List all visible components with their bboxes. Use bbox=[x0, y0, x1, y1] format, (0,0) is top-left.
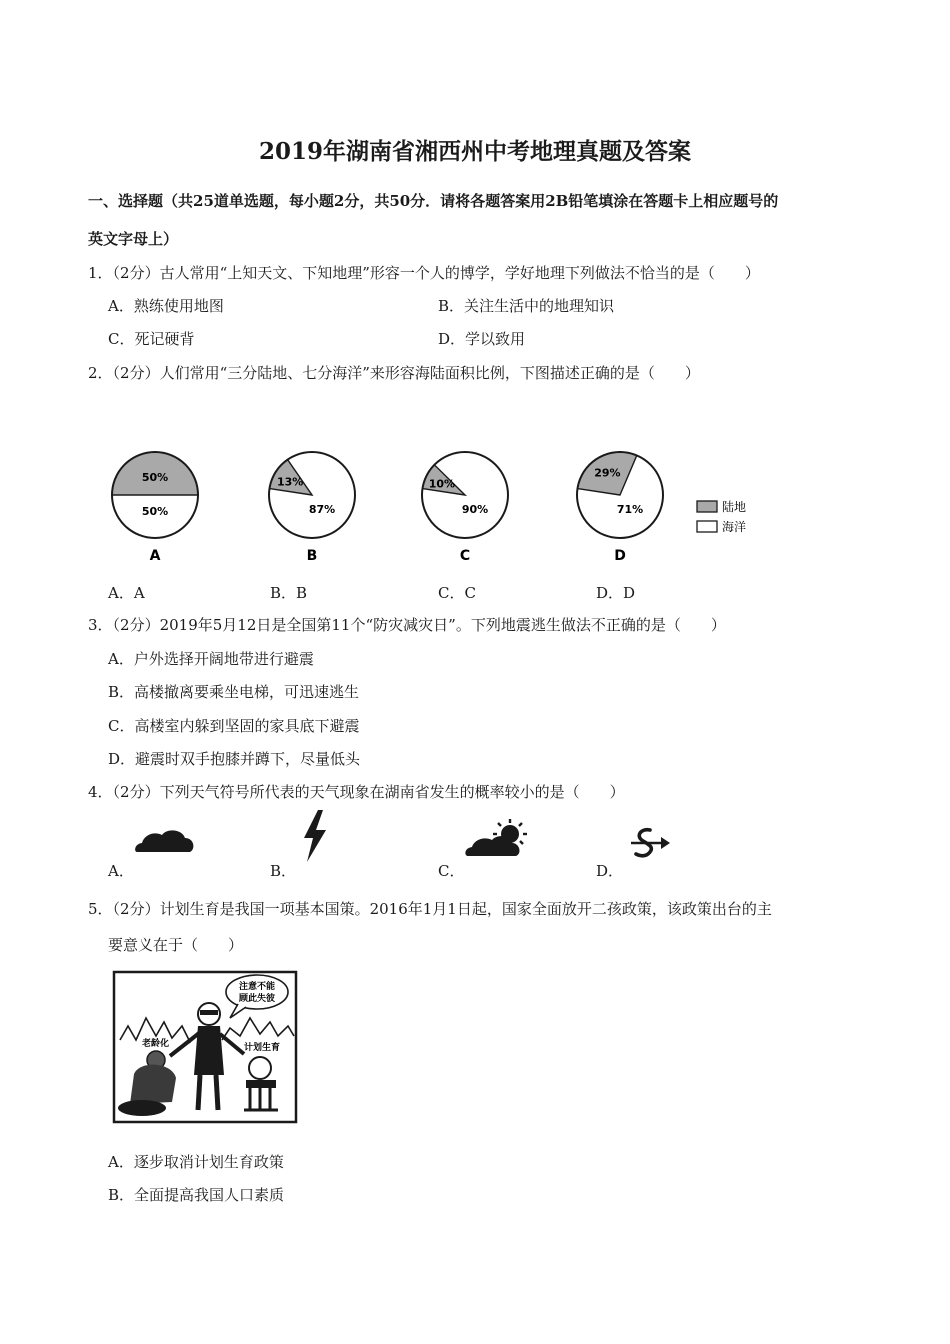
pie-c-land-label: 10% bbox=[428, 477, 456, 491]
question-3-option-a[interactable]: A．户外选择开阔地带进行避震 bbox=[108, 650, 314, 668]
pie-d-ocean-label: 71% bbox=[616, 503, 644, 516]
pie-b-ocean-label: 87% bbox=[308, 503, 336, 516]
question-1-stem: 1．（2分）古人常用“上知天文、下知地理”形容一个人的博学，学好地理下列做法不恰当的是（ ） bbox=[88, 264, 760, 282]
document-title: 2019年湖南省湘西州中考地理真题及答案 bbox=[258, 138, 691, 165]
question-4-option-b[interactable]: B． bbox=[270, 862, 297, 880]
question-1-option-d[interactable]: D．学以致用 bbox=[438, 330, 526, 348]
pie-c-ocean-label: 90% bbox=[461, 503, 489, 516]
land-ocean-pie-charts bbox=[100, 440, 780, 565]
sandstorm-weather-icon bbox=[628, 826, 672, 860]
pie-d-caption: D bbox=[614, 548, 626, 564]
question-1-option-c[interactable]: C．死记硬背 bbox=[108, 330, 195, 348]
pie-c-caption: C bbox=[459, 548, 471, 564]
section-heading-line2: 英文字母上） bbox=[88, 230, 179, 248]
question-4-option-d[interactable]: D． bbox=[596, 862, 624, 880]
legend-ocean-swatch bbox=[697, 521, 717, 532]
pie-d-land-label: 29% bbox=[594, 466, 621, 480]
cartoon-bubble-line2: 顾此失彼 bbox=[238, 994, 276, 1004]
question-3-option-d[interactable]: D．避震时双手抱膝并蹲下，尽量低头 bbox=[108, 750, 361, 768]
question-2-option-d[interactable]: D．D bbox=[596, 584, 636, 602]
cartoon-left-label: 老龄化 bbox=[142, 1039, 170, 1049]
pie-a-caption: A bbox=[149, 548, 161, 564]
pie-b-caption: B bbox=[306, 548, 318, 564]
section-heading-line1: 一、选择题（共25道单选题，每小题2分，共50分．请将各题答案用2B铅笔填涂在答题卡上相应题号的 bbox=[88, 192, 779, 210]
pie-chart-d bbox=[577, 452, 663, 564]
legend-land-swatch bbox=[697, 501, 717, 512]
question-2-stem: 2．（2分）人们常用“三分陆地、七分海洋”来形容海陆面积比例，下图描述正确的是（ ） bbox=[88, 364, 700, 382]
pie-chart-c bbox=[422, 452, 508, 564]
legend-land-label: 陆地 bbox=[722, 500, 747, 514]
question-2-option-c[interactable]: C．C bbox=[438, 584, 476, 602]
chart-legend bbox=[697, 499, 746, 534]
question-3-option-c[interactable]: C．高楼室内躲到坚固的家具底下避震 bbox=[108, 717, 360, 735]
cartoon-bubble-line1: 注意不能 bbox=[238, 982, 276, 992]
question-4-stem: 4．（2分）下列天气符号所代表的天气现象在湖南省发生的概率较小的是（ ） bbox=[88, 783, 625, 801]
pie-chart-b bbox=[269, 452, 355, 564]
pie-b-land-label: 13% bbox=[276, 475, 304, 489]
question-5-stem-line1: 5．（2分）计划生育是我国一项基本国策。2016年1月1日起，国家全面放开二孩政策，该政策出台的主 bbox=[88, 900, 772, 918]
partly-cloudy-weather-icon bbox=[462, 818, 534, 864]
question-5-option-a[interactable]: A．逐步取消计划生育政策 bbox=[108, 1153, 284, 1171]
question-5-option-b[interactable]: B．全面提高我国人口素质 bbox=[108, 1186, 285, 1204]
cloudy-weather-icon bbox=[130, 822, 200, 862]
question-3-stem: 3．（2分）2019年5月12日是全国第11个“防灾减灾日”。下列地震逃生做法不正确的是（ ） bbox=[88, 616, 726, 634]
question-4-option-c[interactable]: C． bbox=[438, 862, 465, 880]
question-2-option-b[interactable]: B．B bbox=[270, 584, 308, 602]
question-1-option-a[interactable]: A．熟练使用地图 bbox=[108, 297, 224, 315]
question-5-stem-line2: 要意义在于（ ） bbox=[108, 936, 244, 954]
legend-ocean-label: 海洋 bbox=[722, 520, 747, 534]
family-planning-cartoon bbox=[112, 970, 298, 1126]
question-3-option-b[interactable]: B．高楼撤离要乘坐电梯，可迅速逃生 bbox=[108, 683, 360, 701]
question-1-option-b[interactable]: B．关注生活中的地理知识 bbox=[438, 297, 615, 315]
question-2-option-a[interactable]: A．A bbox=[108, 584, 145, 602]
pie-chart-a bbox=[112, 452, 198, 564]
pie-a-ocean-label: 50% bbox=[141, 505, 169, 518]
thunderstorm-weather-icon bbox=[298, 808, 332, 864]
pie-a-land-label: 50% bbox=[141, 471, 169, 484]
question-4-option-a[interactable]: A． bbox=[108, 862, 134, 880]
cartoon-right-label: 计划生育 bbox=[244, 1043, 281, 1053]
